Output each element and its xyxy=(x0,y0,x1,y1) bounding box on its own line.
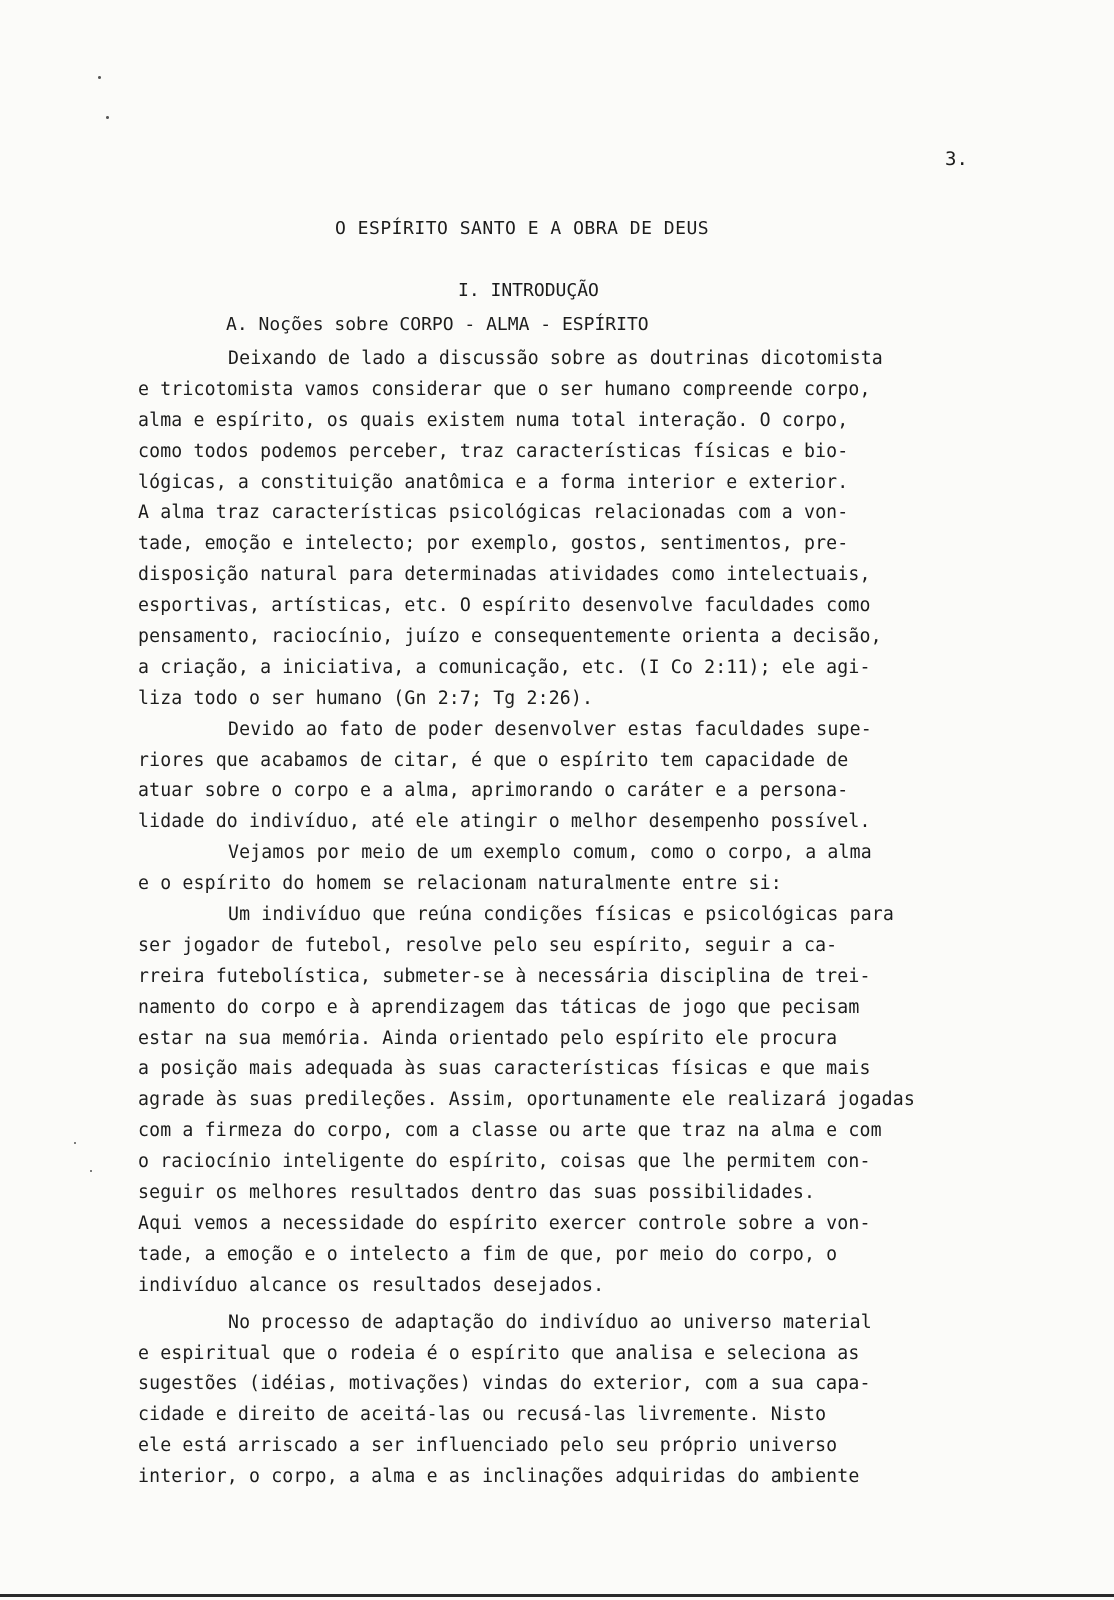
text-line: interior, o corpo, a alma e as inclinações adquiridas do ambiente xyxy=(138,1466,860,1488)
scan-speck xyxy=(90,1170,92,1172)
text-line: lógicas, a constituição anatômica e a forma interior e exterior. xyxy=(138,471,849,493)
text-line: atuar sobre o corpo e a alma, aprimorando o caráter e a persona- xyxy=(138,780,849,802)
text-line: ser jogador de futebol, resolve pelo seu espírito, seguir a ca- xyxy=(138,934,838,956)
text-line: esportivas, artísticas, etc. O espírito desenvolve faculdades como xyxy=(138,595,871,617)
text-line: liza todo o ser humano (Gn 2:7; Tg 2:26). xyxy=(138,687,594,709)
text-line: namento do corpo e à aprendizagem das táticas de jogo que pecisam xyxy=(138,996,860,1018)
text-line: Devido ao fato de poder desenvolver estas faculdades supe- xyxy=(228,718,872,740)
page-bottom-edge xyxy=(0,1594,1114,1597)
text-line: e tricotomista vamos considerar que o ser humano compreende corpo, xyxy=(138,378,871,400)
section-heading: I. INTRODUÇÃO xyxy=(458,280,599,301)
text-line: e espiritual que o rodeia é o espírito que analisa e seleciona as xyxy=(138,1342,860,1364)
text-line: a criação, a iniciativa, a comunicação, etc. (I Co 2:11); ele agi- xyxy=(138,656,871,678)
scan-speck xyxy=(106,116,109,119)
text-line: agrade às suas predileções. Assim, oportunamente ele realizará jogadas xyxy=(138,1089,915,1111)
document-title: O ESPÍRITO SANTO E A OBRA DE DEUS xyxy=(335,218,710,239)
text-line: pensamento, raciocínio, juízo e consequentemente orienta a decisão, xyxy=(138,626,882,648)
text-line: lidade do indivíduo, até ele atingir o melhor desempenho possível. xyxy=(138,811,871,833)
text-line: como todos podemos perceber, traz características físicas e bio- xyxy=(138,440,849,462)
text-line: rreira futebolística, submeter-se à necessária disciplina de trei- xyxy=(138,965,871,987)
text-line: estar na sua memória. Ainda orientado pelo espírito ele procura xyxy=(138,1027,838,1049)
page-number: 3. xyxy=(945,148,968,170)
text-line: Vejamos por meio de um exemplo comum, como o corpo, a alma xyxy=(228,842,872,864)
scan-speck xyxy=(74,1142,76,1144)
text-line: cidade e direito de aceitá-las ou recusá-las livremente. Nisto xyxy=(138,1404,827,1426)
text-line: ele está arriscado a ser influenciado pelo seu próprio universo xyxy=(138,1435,838,1457)
text-line: tade, a emoção e o intelecto a fim de que, por meio do corpo, o xyxy=(138,1243,838,1265)
text-line: Aqui vemos a necessidade do espírito exercer controle sobre a von- xyxy=(138,1212,871,1234)
scan-speck xyxy=(98,76,101,79)
text-line: No processo de adaptação do indivíduo ao universo material xyxy=(228,1311,872,1333)
text-line: com a firmeza do corpo, com a classe ou arte que traz na alma e com xyxy=(138,1120,882,1142)
text-line: tade, emoção e intelecto; por exemplo, gostos, sentimentos, pre- xyxy=(138,533,849,555)
text-line: Um indivíduo que reúna condições físicas e psicológicas para xyxy=(228,904,894,926)
text-line: indivíduo alcance os resultados desejados. xyxy=(138,1274,605,1296)
text-line: alma e espírito, os quais existem numa total interação. O corpo, xyxy=(138,409,849,431)
text-line: disposição natural para determinadas atividades como intelectuais, xyxy=(138,564,871,586)
text-line: sugestões (idéias, motivações) vindas do exterior, com a sua capa- xyxy=(138,1373,871,1395)
text-line: e o espírito do homem se relacionam naturalmente entre si: xyxy=(138,873,782,895)
text-line: seguir os melhores resultados dentro das suas possibilidades. xyxy=(138,1182,816,1204)
text-line: riores que acabamos de citar, é que o espírito tem capacidade de xyxy=(138,749,849,771)
text-line: o raciocínio inteligente do espírito, coisas que lhe permitem con- xyxy=(138,1151,871,1173)
body-text xyxy=(138,344,988,1493)
text-line: Deixando de lado a discussão sobre as doutrinas dicotomista xyxy=(228,348,883,369)
text-line: a posição mais adequada às suas características físicas e que mais xyxy=(138,1058,871,1080)
text-line: A alma traz características psicológicas relacionadas com a von- xyxy=(138,502,849,524)
subsection-heading: A. Noções sobre CORPO - ALMA - ESPÍRITO xyxy=(226,314,649,335)
